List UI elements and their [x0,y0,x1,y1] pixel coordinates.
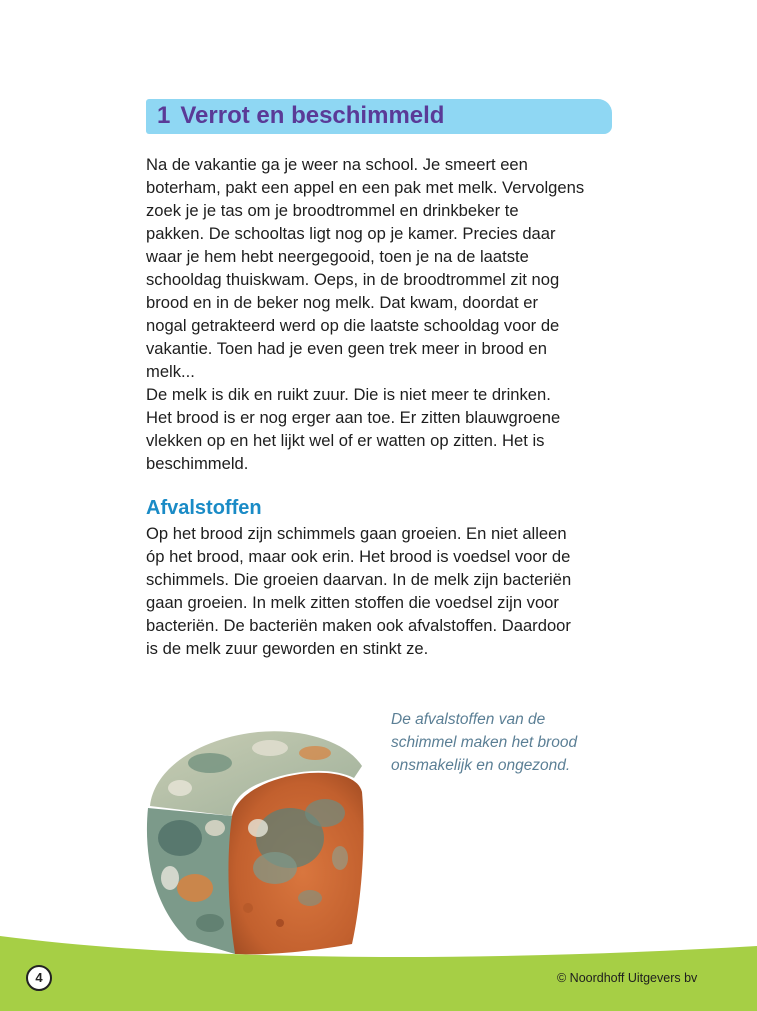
intro-line: vlekken op en het lijkt wel of er watten op zitten. Het is [146,431,545,450]
intro-line: brood en in de beker nog melk. Dat kwam, doordat er [146,293,539,312]
section-line: óp het brood, maar ook erin. Het brood is voedsel voor de [146,547,571,566]
moldy-bread-image [140,718,372,958]
intro-line: nogal getrakteerd werd op die laatste schooldag voor de [146,316,560,335]
chapter-title [157,101,444,131]
footer-wave [0,928,757,1011]
section-line: gaan groeien. In melk zitten stoffen die voedsel zijn voor [146,593,559,612]
intro-line: De melk is dik en ruikt zuur. Die is niet meer te drinken. [146,385,551,404]
section-line: Op het brood zijn schimmels gaan groeien. En niet alleen [146,524,567,543]
caption-line: schimmel maken het brood [391,734,578,751]
section-paragraph [146,522,616,660]
copyright-notice: © Noordhoff Uitgevers bv [557,971,698,985]
section-heading: Afvalstoffen [146,497,262,519]
intro-line: beschimmeld. [146,454,249,473]
intro-line: vakantie. Toen had je even geen trek meer in brood en [146,339,547,358]
intro-line: pakken. De schooltas ligt nog op je kamer. Precies daar [146,224,556,243]
intro-line: Het brood is er nog erger aan toe. Er zitten blauwgroene [146,408,561,427]
intro-line: melk... [146,362,195,381]
intro-line: Na de vakantie ga je weer na school. Je smeert een [146,155,528,174]
chapter-title-text: Verrot en beschimmeld [180,102,445,129]
image-caption [391,708,611,777]
intro-paragraph [146,153,616,475]
caption-line: onsmakelijk en ongezond. [391,757,571,774]
section-line: bacteriën. De bacteriën maken ook afvalstoffen. Daardoor [146,616,571,635]
intro-line: zoek je je tas om je broodtrommel en drinkbeker te [146,201,519,220]
section-line: schimmels. Die groeien daarvan. In de melk zijn bacteriën [146,570,572,589]
section-line: is de melk zuur geworden en stinkt ze. [146,639,429,658]
intro-line: waar je hem hebt neergegooid, toen je na de laatste [146,247,529,266]
intro-line: boterham, pakt een appel en een pak met melk. Vervolgens [146,178,585,197]
page-number-badge: 4 [26,965,52,991]
chapter-number: 1 [157,102,171,129]
intro-line: schooldag thuiskwam. Oeps, in de broodtrommel zit nog [146,270,560,289]
caption-line: De afvalstoffen van de [391,711,546,728]
